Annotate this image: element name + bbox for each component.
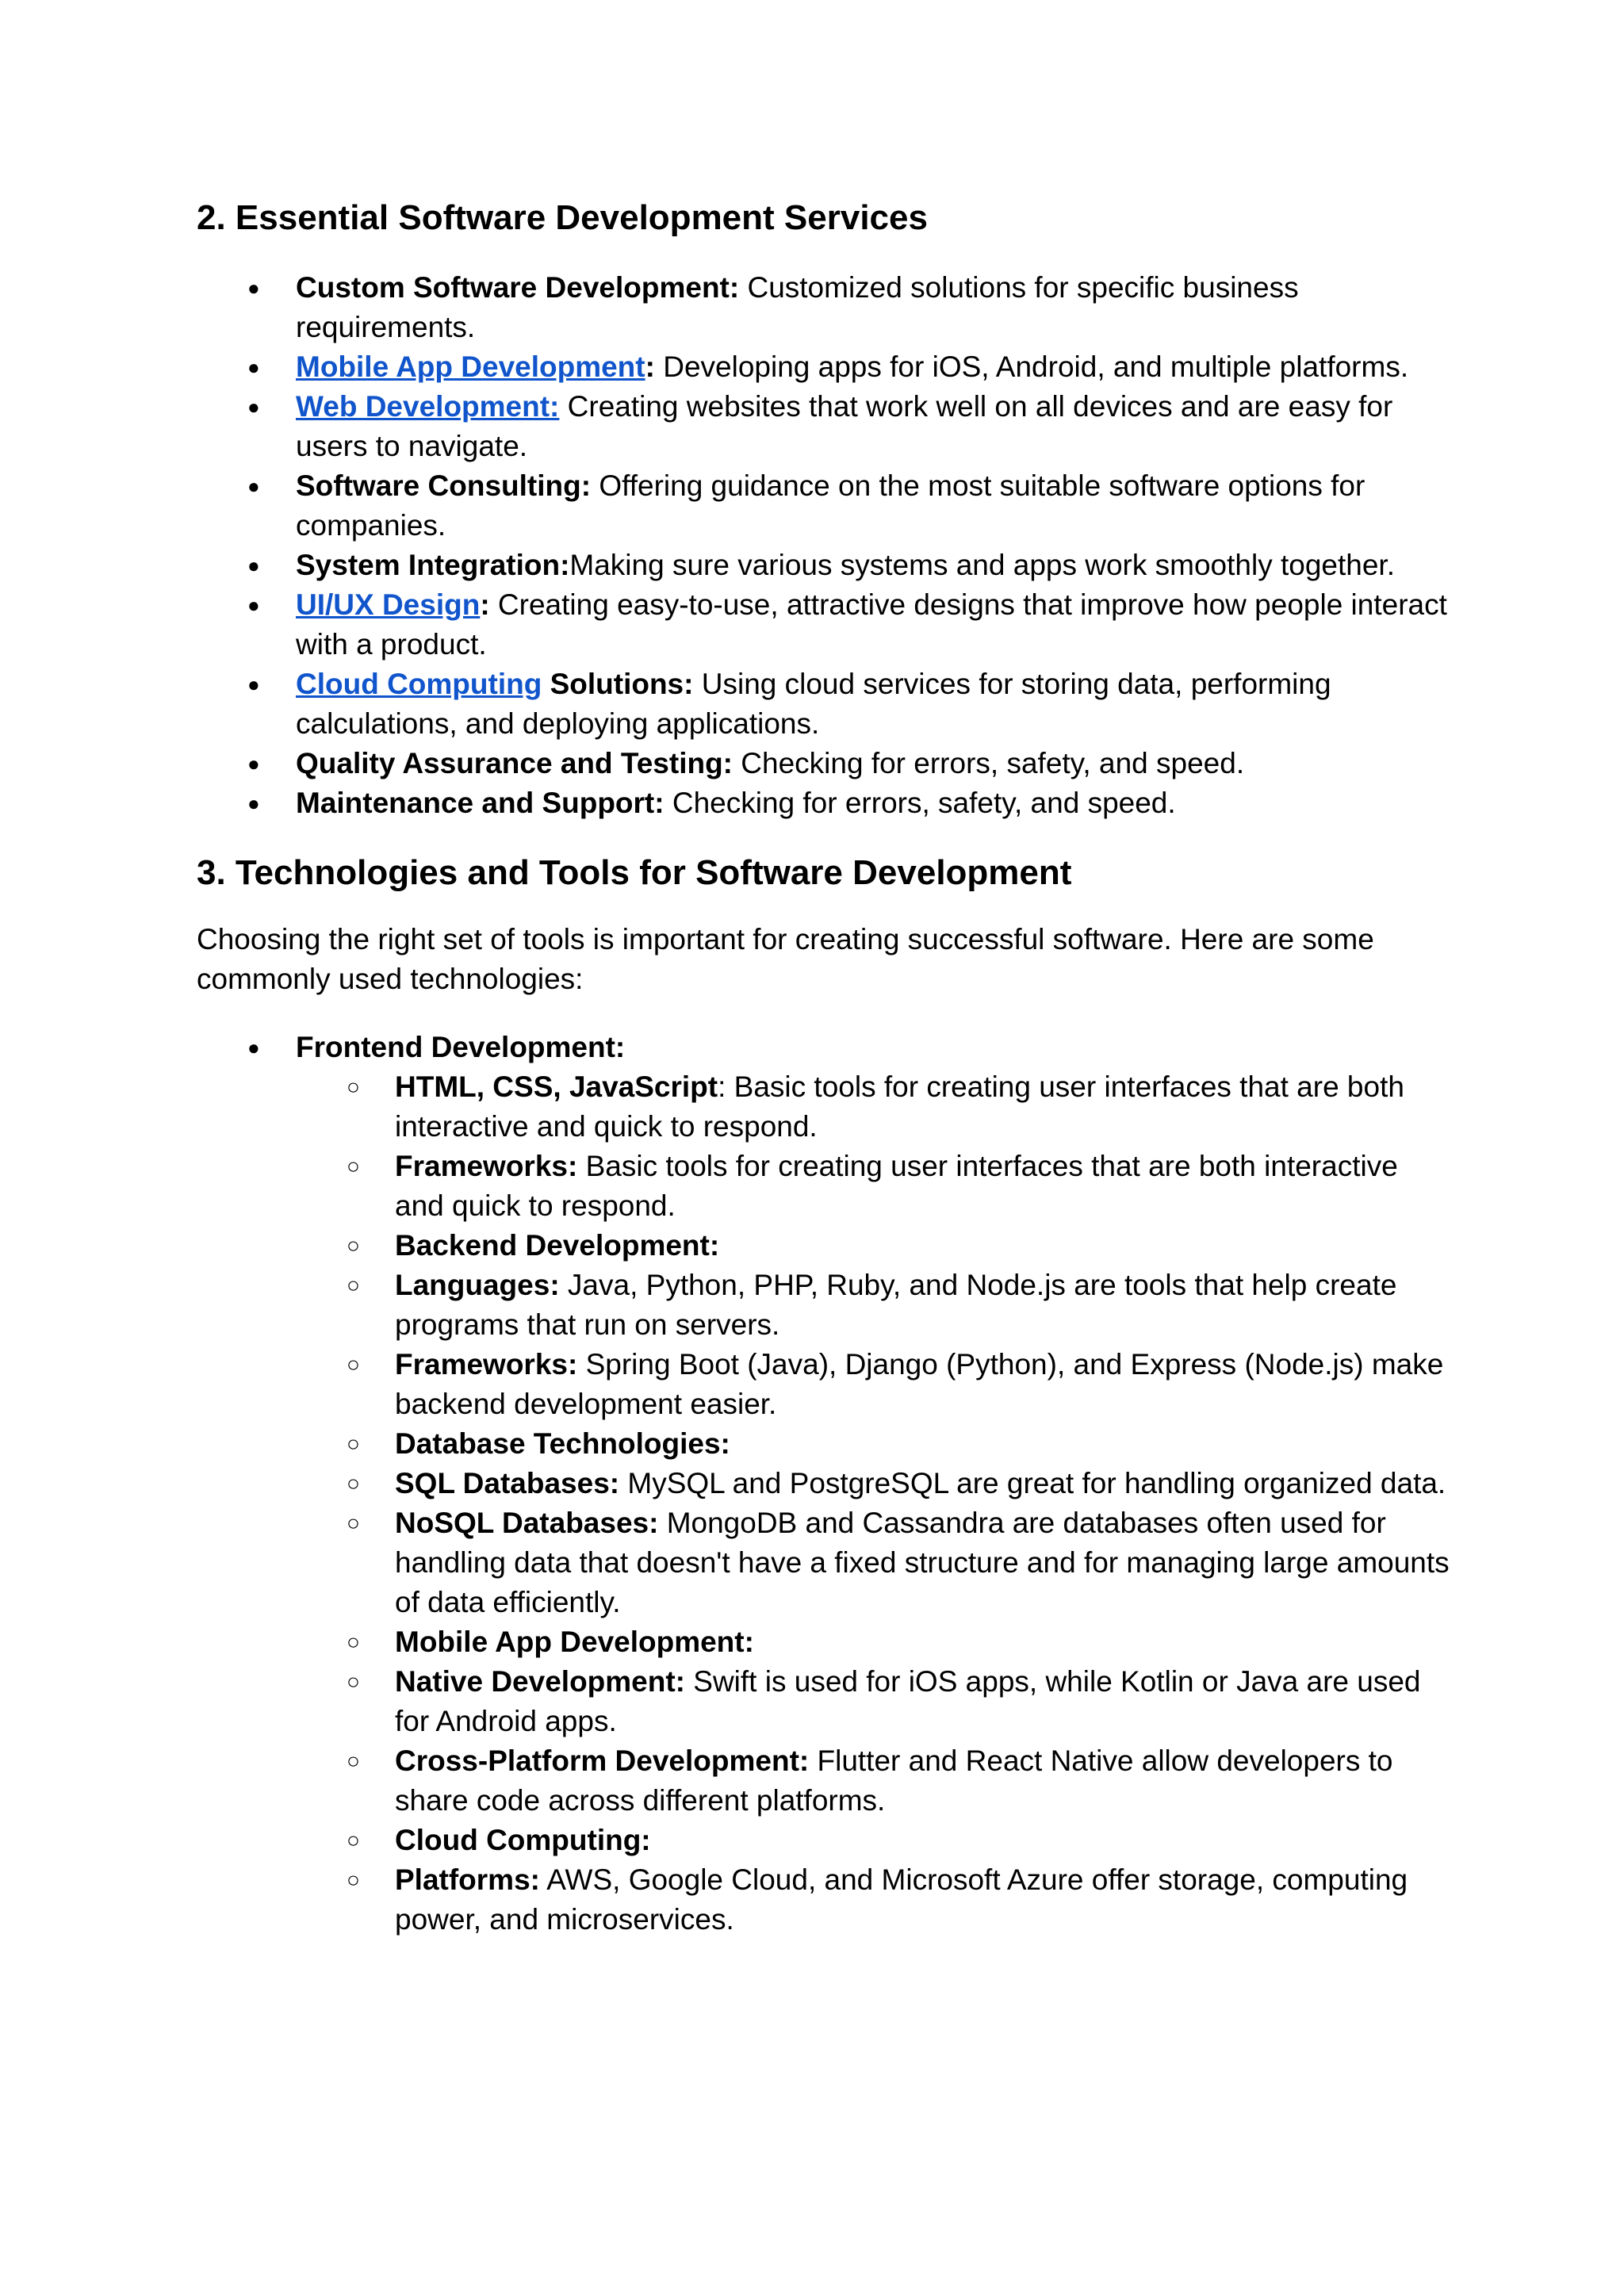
list-item	[197, 387, 1450, 466]
item-label: System Integration:	[296, 549, 570, 581]
sublist-item	[296, 1266, 1450, 1345]
subitem-text: AWS, Google Cloud, and Microsoft Azure offer storage, computing power, and microservices.	[395, 1863, 1408, 1936]
item-text: Making sure various systems and apps work smoothly together.	[569, 549, 1395, 581]
subitem-text: Flutter and React Native allow developers to share code across different platforms.	[395, 1744, 1393, 1817]
sublist-item	[296, 1821, 1450, 1860]
hollow-bullet-icon: ○	[347, 1471, 360, 1496]
item-label: Custom Software Development:	[296, 271, 740, 304]
list-item	[197, 744, 1450, 783]
hollow-bullet-icon: ○	[347, 1154, 360, 1178]
list-item	[197, 347, 1450, 387]
sublist-item	[296, 1622, 1450, 1662]
hollow-bullet-icon: ○	[347, 1828, 360, 1852]
ui-ux-design-link[interactable]: UI/UX Design	[296, 588, 481, 621]
item-label: Software Consulting:	[296, 469, 592, 502]
subitem-label: Frameworks:	[395, 1348, 578, 1381]
item-label: :	[480, 588, 490, 621]
section-3-heading: 3. Technologies and Tools for Software Development	[197, 853, 1072, 892]
subitem-text: Spring Boot (Java), Django (Python), and Express (Node.js) make backend development easier.	[395, 1348, 1444, 1420]
sublist-item	[296, 1860, 1450, 1940]
sublist-item	[296, 1226, 1450, 1266]
list-item	[197, 783, 1450, 823]
services-list	[197, 268, 1450, 823]
sublist-wrapper	[197, 1067, 1450, 1940]
subitem-label: Database Technologies:	[395, 1427, 730, 1460]
subitem-label: NoSQL Databases:	[395, 1507, 659, 1539]
bullet-icon: ●	[247, 1036, 260, 1059]
subitem-text: Swift is used for iOS apps, while Kotlin or Java are used for Android apps.	[395, 1665, 1421, 1737]
sublist-item	[296, 1464, 1450, 1503]
bullet-icon: ●	[247, 474, 260, 498]
mobile-app-development-link[interactable]: Mobile App Development	[296, 350, 645, 383]
sublist-item	[296, 1662, 1450, 1741]
sublist-item	[296, 1741, 1450, 1821]
item-text: Using cloud services for storing data, performing calculations, and deploying applications.	[296, 668, 1331, 740]
bullet-icon: ●	[247, 355, 260, 379]
bullet-icon: ●	[247, 276, 260, 300]
bullet-icon: ●	[247, 395, 260, 419]
item-text: Customized solutions for specific business requirements.	[296, 271, 1299, 343]
hollow-bullet-icon: ○	[347, 1669, 360, 1694]
item-text: Creating easy-to-use, attractive designs that improve how people interact with a product.	[296, 588, 1447, 661]
item-text: Developing apps for iOS, Android, and multiple platforms.	[654, 350, 1409, 383]
hollow-bullet-icon: ○	[347, 1233, 360, 1258]
technologies-sublist	[296, 1067, 1450, 1940]
list-item	[197, 546, 1450, 585]
sublist-item	[296, 1067, 1450, 1147]
subitem-text: MongoDB and Cassandra are databases often used for handling data that doesn't have a fixed structure and for managing large amounts of data efficiently.	[395, 1507, 1450, 1618]
section-2-heading: 2. Essential Software Development Services	[197, 198, 928, 237]
bullet-icon: ●	[247, 752, 260, 776]
subitem-text: : Basic tools for creating user interfaces that are both interactive and quick to respond.	[395, 1070, 1404, 1143]
hollow-bullet-icon: ○	[347, 1273, 360, 1297]
cloud-computing-link[interactable]: Cloud Computing	[296, 668, 542, 700]
subitem-label: Cross-Platform Development:	[395, 1744, 810, 1777]
list-item	[197, 585, 1450, 664]
item-label: Solutions:	[542, 668, 694, 700]
subitem-label: Mobile App Development:	[395, 1626, 754, 1658]
section-3-intro: Choosing the right set of tools is important for creating successful software. Here are some commonly used technologies:	[197, 923, 1374, 995]
sublist-item	[296, 1147, 1450, 1226]
list-item	[197, 268, 1450, 347]
subitem-label: SQL Databases:	[395, 1467, 620, 1499]
web-development-link[interactable]: Web Development:	[296, 390, 560, 423]
subitem-label: Backend Development:	[395, 1229, 720, 1262]
subitem-text: Java, Python, PHP, Ruby, and Node.js are tools that help create programs that run on servers.	[395, 1269, 1397, 1341]
subitem-label: Languages:	[395, 1269, 560, 1301]
item-text: Offering guidance on the most suitable software options for companies.	[296, 469, 1365, 542]
list-item	[197, 664, 1450, 744]
item-text: Checking for errors, safety, and speed.	[733, 747, 1245, 779]
item-label: :	[645, 350, 655, 383]
bullet-icon: ●	[247, 791, 260, 815]
technologies-list	[197, 1028, 1450, 1940]
item-text: Creating websites that work well on all devices and are easy for users to navigate.	[296, 390, 1393, 462]
sublist-item	[296, 1503, 1450, 1622]
hollow-bullet-icon: ○	[347, 1074, 360, 1099]
subitem-text: MySQL and PostgreSQL are great for handling organized data.	[619, 1467, 1446, 1499]
subitem-label: Frameworks:	[395, 1150, 578, 1182]
hollow-bullet-icon: ○	[347, 1867, 360, 1892]
subitem-label: Cloud Computing:	[395, 1824, 651, 1856]
list-item	[197, 1028, 1450, 1940]
bullet-icon: ●	[247, 553, 260, 577]
item-label: Quality Assurance and Testing:	[296, 747, 733, 779]
subitem-label: Native Development:	[395, 1665, 685, 1698]
sublist-item	[296, 1424, 1450, 1464]
hollow-bullet-icon: ○	[347, 1352, 360, 1377]
subitem-text: Basic tools for creating user interfaces that are both interactive and quick to respond.	[395, 1150, 1398, 1222]
bullet-icon: ●	[247, 672, 260, 696]
hollow-bullet-icon: ○	[347, 1630, 360, 1654]
list-item	[197, 466, 1450, 546]
subitem-label: Platforms:	[395, 1863, 540, 1896]
subitem-label: HTML, CSS, JavaScript	[395, 1070, 718, 1103]
item-label: Maintenance and Support:	[296, 787, 665, 819]
item-text: Checking for errors, safety, and speed.	[664, 787, 1176, 819]
bullet-icon: ●	[247, 593, 260, 617]
hollow-bullet-icon: ○	[347, 1511, 360, 1535]
sublist-item	[296, 1345, 1450, 1424]
hollow-bullet-icon: ○	[347, 1431, 360, 1456]
hollow-bullet-icon: ○	[347, 1748, 360, 1773]
item-label: Frontend Development:	[296, 1031, 626, 1063]
document-page	[197, 187, 1450, 1940]
